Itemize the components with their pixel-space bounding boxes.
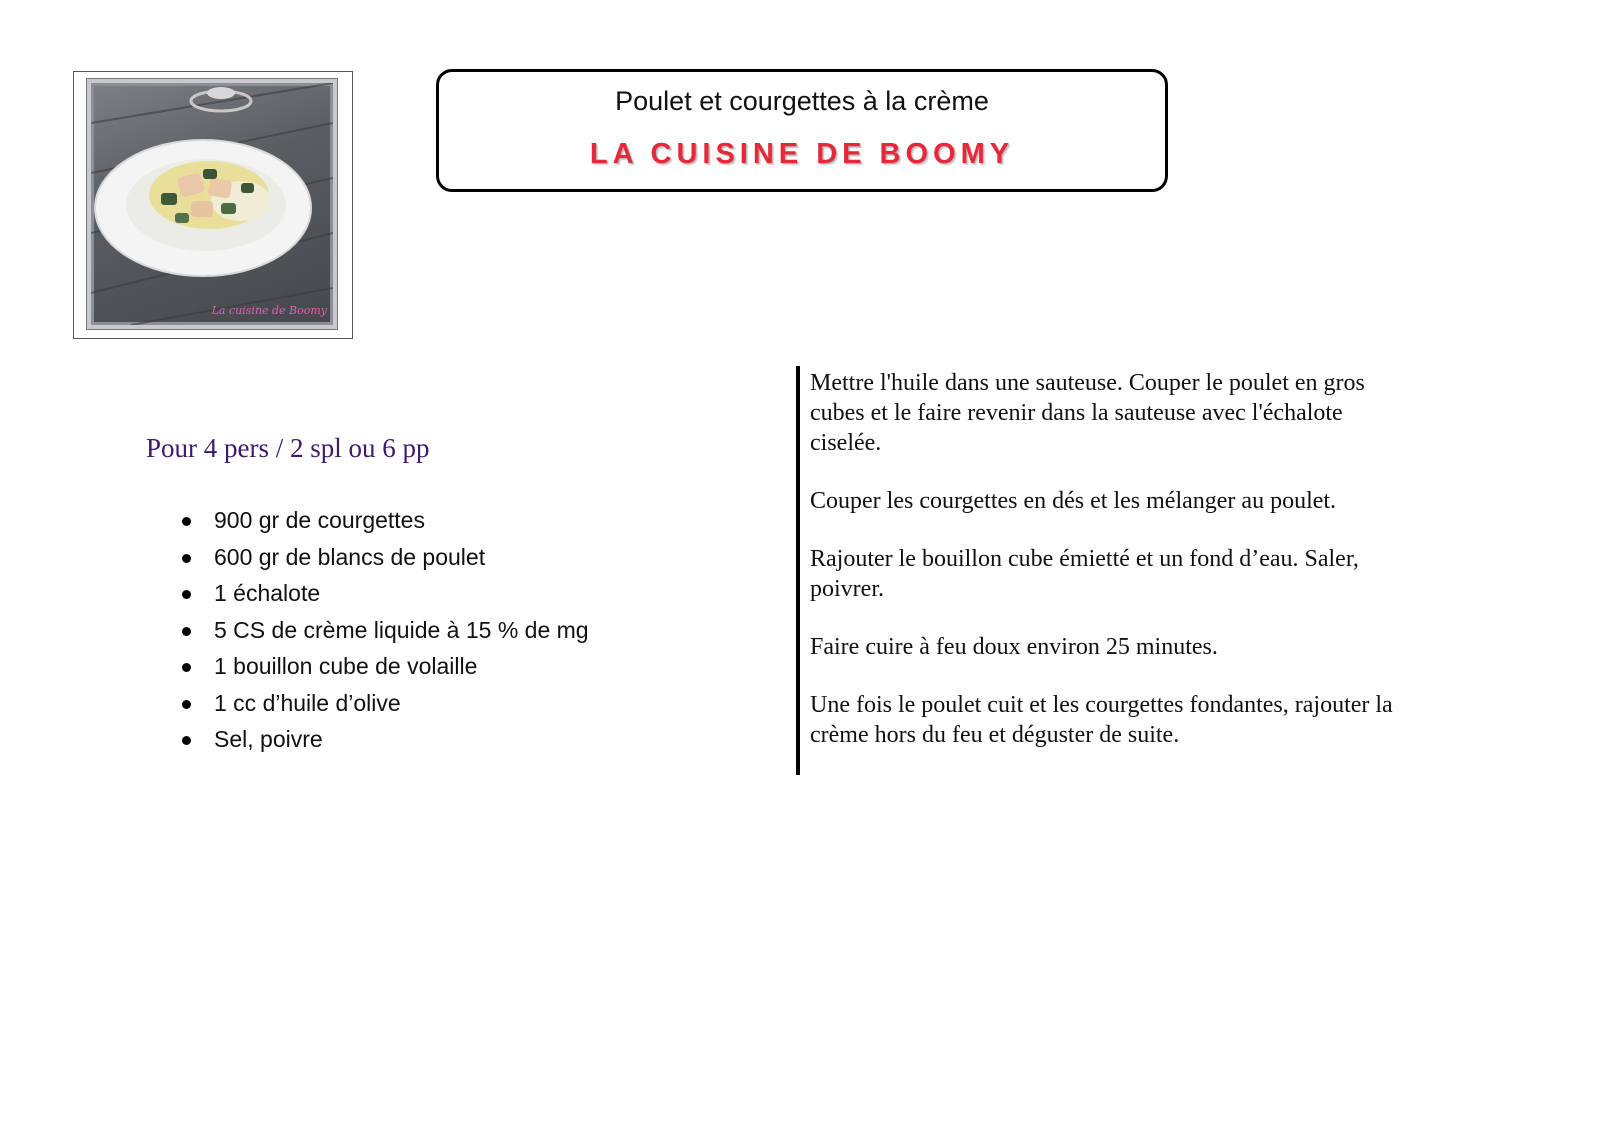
ingredient-text: 1 cc d’huile d’olive <box>214 689 401 716</box>
ingredient-text: 1 échalote <box>214 580 321 606</box>
step-paragraph: Une fois le poulet cuit et les courgettes fondantes, rajouter la crème hors du feu et déguster de suite. <box>810 692 1393 748</box>
photo-signature: La cuisine de Boomy <box>211 304 327 317</box>
bullet-icon <box>182 627 191 636</box>
recipe-title: Poulet et courgettes à la crème <box>615 86 989 116</box>
recipe-photo <box>87 79 337 329</box>
ingredient-list <box>176 502 589 758</box>
ingredient-item <box>176 539 589 576</box>
ingredient-item <box>176 575 589 612</box>
ingredient-item <box>176 685 589 722</box>
column-divider <box>796 366 800 775</box>
ingredient-item <box>176 502 589 539</box>
dish-illustration <box>91 83 333 325</box>
ingredient-text: 900 gr de courgettes <box>214 507 425 533</box>
preparation-steps <box>810 368 1410 778</box>
title-box <box>436 69 1168 192</box>
step-paragraph: Mettre l'huile dans une sauteuse. Couper le poulet en gros cubes et le faire revenir dans la sauteuse avec l'échalote ciselée. <box>810 370 1365 456</box>
bullet-icon <box>182 700 191 709</box>
bullet-icon <box>182 663 191 672</box>
ingredient-item <box>176 612 589 649</box>
bullet-icon <box>182 517 191 526</box>
ingredient-text: 5 CS de crème liquide à 15 % de mg <box>214 616 589 643</box>
ingredient-item <box>176 721 589 758</box>
ingredient-item <box>176 648 589 685</box>
servings-info: Pour 4 pers / 2 spl ou 6 pp <box>146 433 430 463</box>
recipe-photo-frame <box>73 71 353 339</box>
step-paragraph: Faire cuire à feu doux environ 25 minutes. <box>810 634 1218 660</box>
bullet-icon <box>182 590 191 599</box>
brand-name: LA CUISINE DE BOOMY <box>589 138 1015 170</box>
bullet-icon <box>182 554 191 563</box>
step-paragraph: Rajouter le bouillon cube émietté et un fond d’eau. Saler, poivrer. <box>810 546 1359 602</box>
ingredient-text: Sel, poivre <box>214 726 323 752</box>
step-paragraph: Couper les courgettes en dés et les mélanger au poulet. <box>810 488 1337 514</box>
ingredient-text: 1 bouillon cube de volaille <box>214 653 478 679</box>
ingredient-text: 600 gr de blancs de poulet <box>214 543 486 570</box>
bullet-icon <box>182 736 191 745</box>
